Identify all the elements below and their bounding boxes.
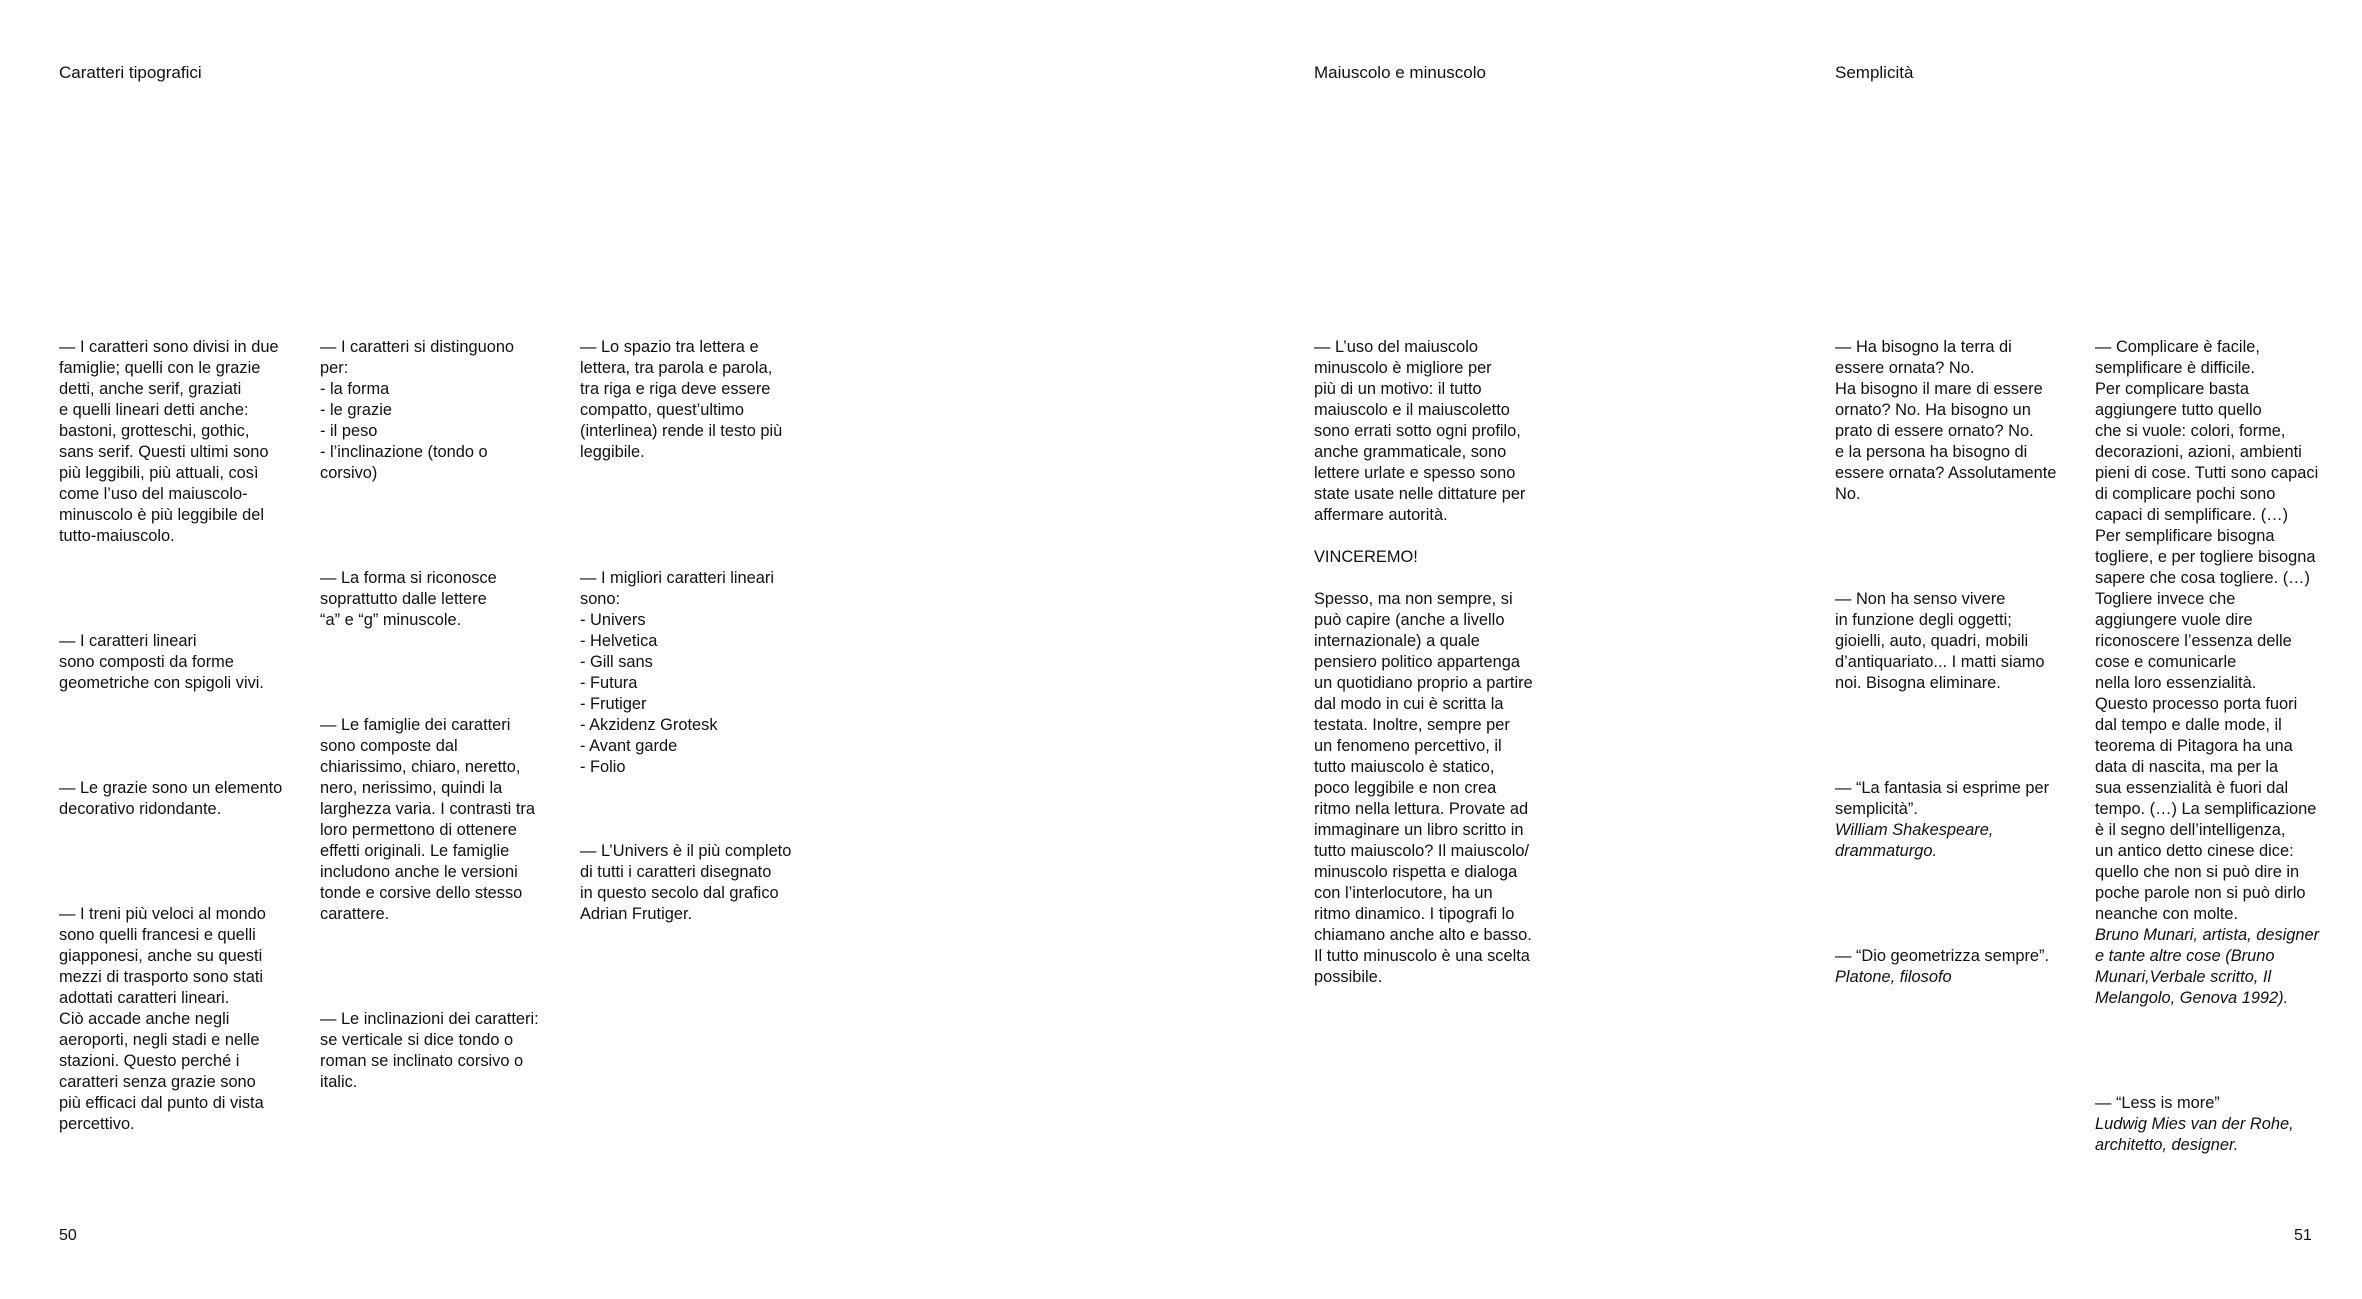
paragraph-uso-maiuscolo: — L’uso del maiuscolo minuscolo è migliore per più di un motivo: il tutto maiuscolo e il maiuscoletto sono errati sotto ogni profilo, anche grammaticale, sono lettere urlate e spesso sono state usate nelle dittature per affermare autorità. — [1314, 338, 1526, 524]
paragraph-text: — Complicare è facile, semplificare è difficile. Per complicare basta aggiungere tutto quello che si vuole: colori, forme, decorazioni, azioni, ambienti pieni di cose. Tutti sono capaci di complicare pochi sono capaci di semplificare. (…) Per semplificare bisogna togliere, e per togliere bisogna sapere che cosa togliere. (…) Togliere invece che aggiungere vuole dire riconoscere l’essenza delle cose e comunicarle nella loro essenzialità. Questo processo porta fuori dal tempo e dalle mode, il teorema di Pitagora ha una data di nascita, ma per la sua essenzialità è fuori dal tempo. (…) La semplificazione è il segno dell’intelligenza, un antico detto cinese dice: quello che non si può dire in poche parole non si può dirlo neanche con molte. — [2095, 338, 2319, 923]
paragraph-senso-vivere: — Non ha senso vivere in funzione degli oggetti; gioielli, auto, quadri, mobili d’antiquariato... I matti siamo noi. Bisogna eliminare. — [1835, 590, 2045, 692]
paragraph-migliori-caratteri: — I migliori caratteri lineari sono: - Univers - Helvetica - Gill sans - Futura - Frutiger - Akzidenz Grotesk - Avant garde - Folio — [580, 569, 775, 776]
paragraph-caratteri-lineari: — I caratteri lineari sono composti da forme geometriche con spigoli vivi. — [59, 632, 264, 692]
quote-attribution: William Shakespeare, drammaturgo. — [1835, 821, 1994, 860]
paragraph-famiglie-peso: — Le famiglie dei caratteri sono composte dal chiarissimo, chiaro, neretto, nero, nerissimo, quindi la larghezza varia. I contrasti tra loro permettono di ottenere effetti originali. Le famiglie includono anche le versioni tonde e corsive dello stesso carattere. — [320, 716, 535, 923]
paragraph-inclinazioni: — Le inclinazioni dei caratteri: se verticale si dice tondo o roman se inclinato corsivo o italic. — [320, 1010, 539, 1091]
quote-platone — [1835, 946, 2049, 988]
paragraph-univers: — L’Univers è il più completo di tutti i caratteri disegnato in questo secolo dal grafico Adrian Frutiger. — [580, 842, 792, 923]
paragraph-spazio: — Lo spazio tra lettera e lettera, tra parola e parola, tra riga e riga deve essere compatto, quest’ultimo (interlinea) rende il testo più leggibile. — [580, 338, 783, 461]
paragraph-grazie: — Le grazie sono un elemento decorativo ridondante. — [59, 779, 283, 818]
quote-mies-van-der-rohe — [2095, 1093, 2294, 1156]
paragraph-spesso: Spesso, ma non sempre, si può capire (anche a livello internazionale) a quale pensiero politico appartenga un quotidiano proprio a partire dal modo in cui è scritta la testata. Inoltre, sempre per un fenomeno percettivo, il tutto maiuscolo è statico, poco leggibile e non crea ritmo nella lettura. Provate ad immaginare un libro scritto in tutto maiuscolo? Il maiuscolo/ minuscolo rispetta e dialoga con l’interlocutore, ha un ritmo dinamico. I tipografi lo chiamano anche alto e basso. Il tutto minuscolo è una scelta possibile. — [1314, 590, 1533, 986]
quote-attribution: Ludwig Mies van der Rohe, architetto, designer. — [2095, 1115, 2294, 1154]
paragraph-treni: — I treni più veloci al mondo sono quelli francesi e quelli giapponesi, anche su questi mezzi di trasporto sono stati adottati caratteri lineari. Ciò accade anche negli aeroporti, negli stadi e nelle stazioni. Questo perché i caratteri senza grazie sono più efficaci dal punto di vista percettivo. — [59, 905, 266, 1133]
quote-text: — “Less is more” — [2095, 1094, 2220, 1112]
quote-shakespeare — [1835, 778, 2049, 862]
quote-attribution: Bruno Munari, artista, designer e tante altre cose (Bruno Munari,Verbale scritto, Il Melangolo, Genova 1992). — [2095, 926, 2320, 1007]
paragraph-famiglie-caratteri: — I caratteri sono divisi in due famiglie; quelli con le grazie detti, anche serif, graziati e quelli lineari detti anche: bastoni, grotteschi, gothic, sans serif. Questi ultimi sono più leggibili, più attuali, così come l’uso del maiuscolo- minuscolo è più leggibile del tutto-maiuscolo. — [59, 338, 279, 545]
quote-text: — “Dio geometrizza sempre”. — [1835, 947, 2050, 965]
paragraph-complicare — [2095, 337, 2319, 1009]
quote-attribution: Platone, filosofo — [1835, 968, 1952, 986]
paragraph-distinzione-caratteri: — I caratteri si distinguono per: - la forma - le grazie - il peso - l’inclinazione (tondo o corsivo) — [320, 338, 515, 482]
page-number-right: 51 — [2294, 1227, 2312, 1244]
paragraph-forma: — La forma si riconosce soprattutto dalle lettere “a” e “g” minuscole. — [320, 569, 497, 629]
paragraph-terra-ornata: — Ha bisogno la terra di essere ornata? No. Ha bisogno il mare di essere ornato? No. Ha bisogno un prato di essere ornato? No. e la persona ha bisogno di essere ornata? Assolutamente No. — [1835, 338, 2057, 503]
page-number-left: 50 — [59, 1227, 77, 1244]
section-heading-caratteri-tipografici: Caratteri tipografici — [59, 63, 202, 82]
section-heading-maiuscolo-minuscolo: Maiuscolo e minuscolo — [1314, 63, 1486, 82]
quote-text: — “La fantasia si esprime per semplicità”. — [1835, 779, 2050, 818]
section-heading-semplicita: Semplicità — [1835, 63, 1914, 82]
paragraph-vinceremo: VINCEREMO! — [1314, 548, 1418, 566]
